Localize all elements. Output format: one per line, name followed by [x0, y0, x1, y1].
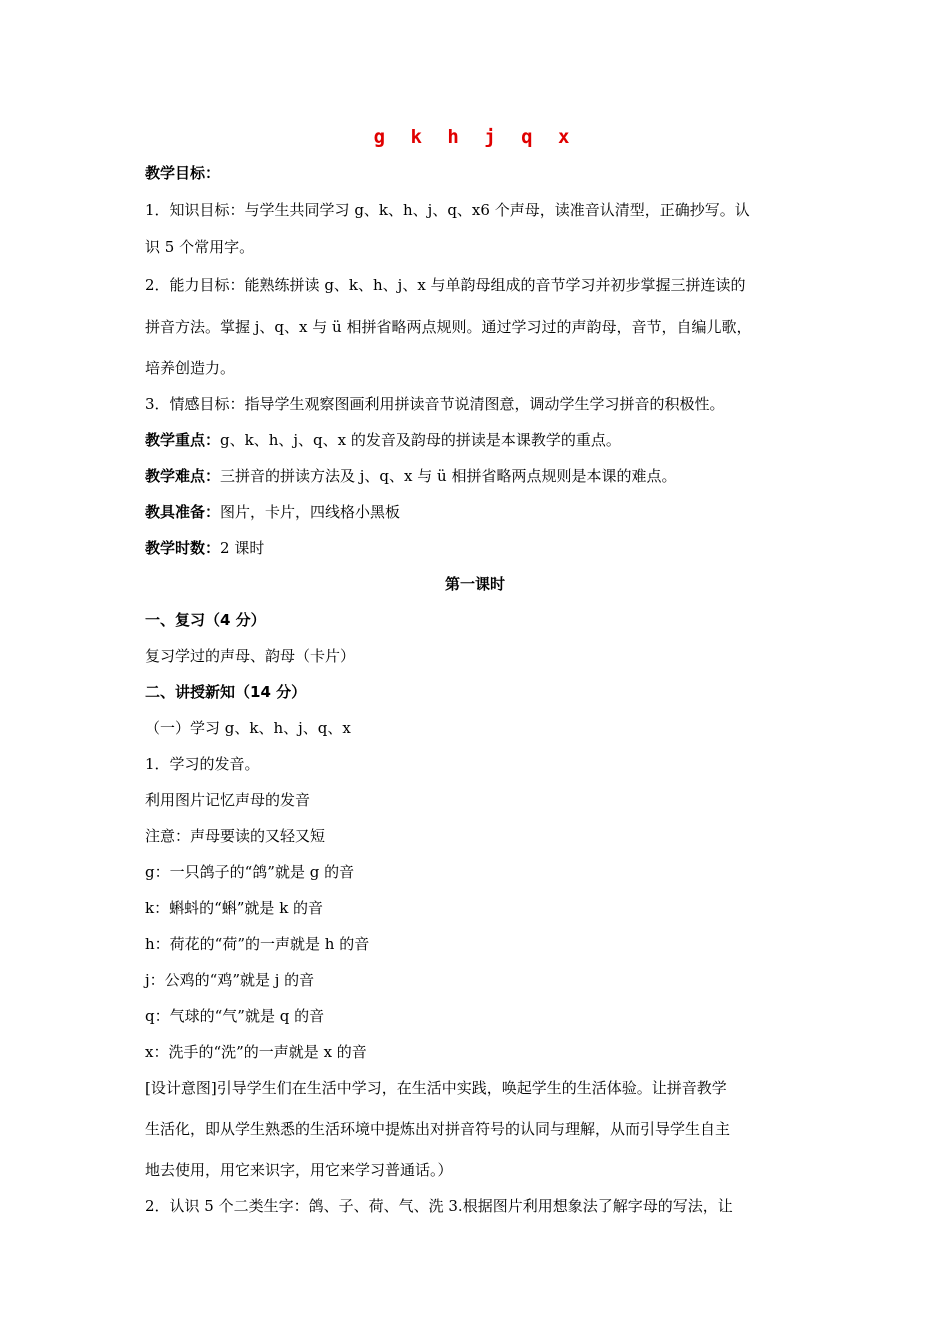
difficulties-text: 三拼音的拼读方法及 j、q、x 与 ü 相拼省略两点规则是本课的难点。: [220, 467, 677, 485]
design-intent-line: [设计意图]引导学生们在生活中学习，在生活中实践，唤起学生的生活体验。让拼音教学: [145, 1079, 727, 1097]
materials-label: 教具准备：: [145, 503, 221, 521]
difficulties-label: 教学难点：: [145, 467, 221, 485]
objective-line: 2．能力目标：能熟练拼读 g、k、h、j、x 与单韵母组成的音节学习并初步掌握三拼连读的: [145, 276, 746, 294]
body-line: k：蝌蚪的“蝌”就是 k 的音: [145, 899, 324, 917]
body-line: 注意：声母要读的又轻又短: [145, 827, 326, 845]
hours-label: 教学时数：: [145, 539, 221, 557]
hours-text: 2 课时: [220, 539, 265, 557]
objective-line: 1．知识目标：与学生共同学习 g、k、h、j、q、x6 个声母，读准音认清型，正确抄写。认: [145, 201, 750, 219]
objectives-heading: 教学目标：: [145, 164, 221, 182]
hours: [145, 538, 264, 558]
key-points-label: 教学重点：: [145, 431, 221, 449]
materials-text: 图片，卡片，四线格小黑板: [220, 503, 401, 521]
objective-line: 培养创造力。: [145, 359, 236, 377]
difficulties: [145, 466, 676, 486]
body-line: x：洗手的“洗”的一声就是 x 的音: [145, 1043, 367, 1061]
page-title: g k h j q x: [373, 126, 577, 148]
lesson-heading: 第一课时: [444, 575, 505, 593]
review-text: 复习学过的声母、韵母（卡片）: [145, 647, 356, 665]
design-intent-line: 生活化，即从学生熟悉的生活环境中提炼出对拼音符号的认同与理解，从而引导学生自主: [145, 1120, 731, 1138]
new-knowledge-heading: 二、讲授新知（14 分）: [145, 683, 307, 701]
body-line: 利用图片记忆声母的发音: [145, 791, 311, 809]
body-line: （一）学习 g、k、h、j、q、x: [145, 719, 351, 737]
body-line: h：荷花的“荷”的一声就是 h 的音: [145, 935, 370, 953]
body-line: g：一只鸽子的“鸽”就是 g 的音: [145, 863, 355, 881]
objective-line: 3．情感目标：指导学生观察图画利用拼读音节说清图意，调动学生学习拼音的积极性。: [145, 395, 725, 413]
body-line: j：公鸡的“鸡”就是 j 的音: [145, 971, 315, 989]
key-points-text: g、k、h、j、q、x 的发音及韵母的拼读是本课教学的重点。: [220, 431, 621, 449]
objective-line: 识 5 个常用字。: [145, 238, 255, 256]
review-heading: 一、复习（4 分）: [145, 611, 266, 629]
body-line: 1．学习的发音。: [145, 755, 260, 773]
design-intent-line: 地去使用，用它来识字，用它来学习普通话。）: [145, 1161, 453, 1179]
body-line: 2．认识 5 个二类生字：鸽、子、荷、气、洗 3.根据图片利用想象法了解字母的写法，让: [145, 1197, 733, 1215]
key-points: [145, 430, 621, 450]
body-line: q：气球的“气”就是 q 的音: [145, 1007, 325, 1025]
objective-line: 拼音方法。掌握 j、q、x 与 ü 相拼省略两点规则。通过学习过的声韵母，音节，自编儿歌，: [145, 318, 752, 336]
materials: [145, 502, 400, 522]
